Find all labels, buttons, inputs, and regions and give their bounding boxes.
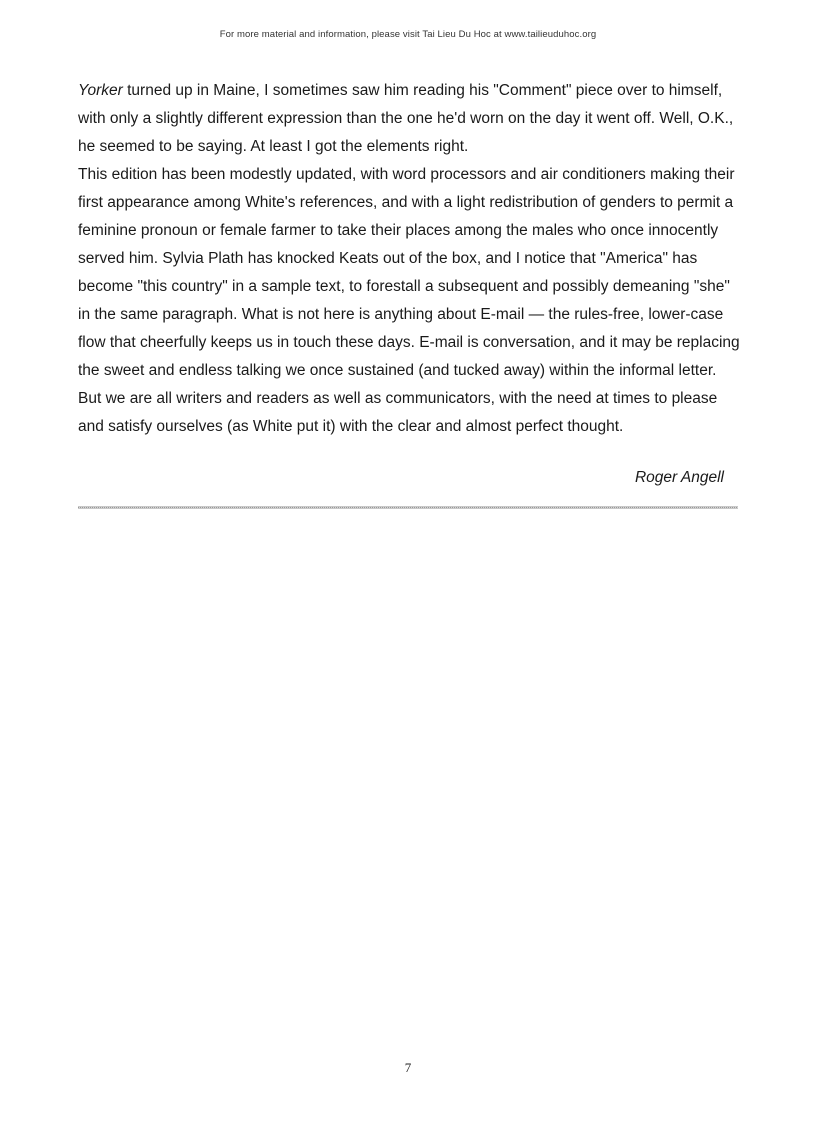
paragraph-1 [78, 77, 742, 161]
paragraph-2: This edition has been modestly updated, with word processors and air conditioners making their first appearance among White's references, and with a light redistribution of genders to permit a feminine pronoun or female farmer to take their places among the males who once innocently served him. Sylvia Plath has knocked Keats out of the box, and I notice that "America" has become "this country" in a sample text, to forestall a subsequent and possibly demeaning "she" in the same paragraph. What is not here is anything about E-mail — the rules-free, lower-case flow that cheerfully keeps us in touch these days. E-mail is conversation, and it may be replacing the sweet and endless talking we once sustained (and tucked away) within the informal letter. But we are all writers and readers as well as communicators, with the need at times to please and satisfy ourselves (as White put it) with the clear and almost perfect thought. [78, 166, 740, 435]
header-note: For more material and information, please visit Tai Lieu Du Hoc at www.tailieuduhoc.org [219, 29, 597, 40]
body-text [78, 77, 742, 441]
signature: Roger Angell [634, 469, 724, 486]
horizontal-rule [78, 506, 738, 509]
italic-word: Yorker [78, 82, 123, 99]
paragraph-1-text: turned up in Maine, I sometimes saw him reading his "Comment" piece over to himself, with only a slightly different expression than the one he'd worn on the day it went off. Well, O.K., he seemed to be saying. At least I got the elements right. [78, 82, 734, 155]
page-number: 7 [404, 1060, 412, 1075]
